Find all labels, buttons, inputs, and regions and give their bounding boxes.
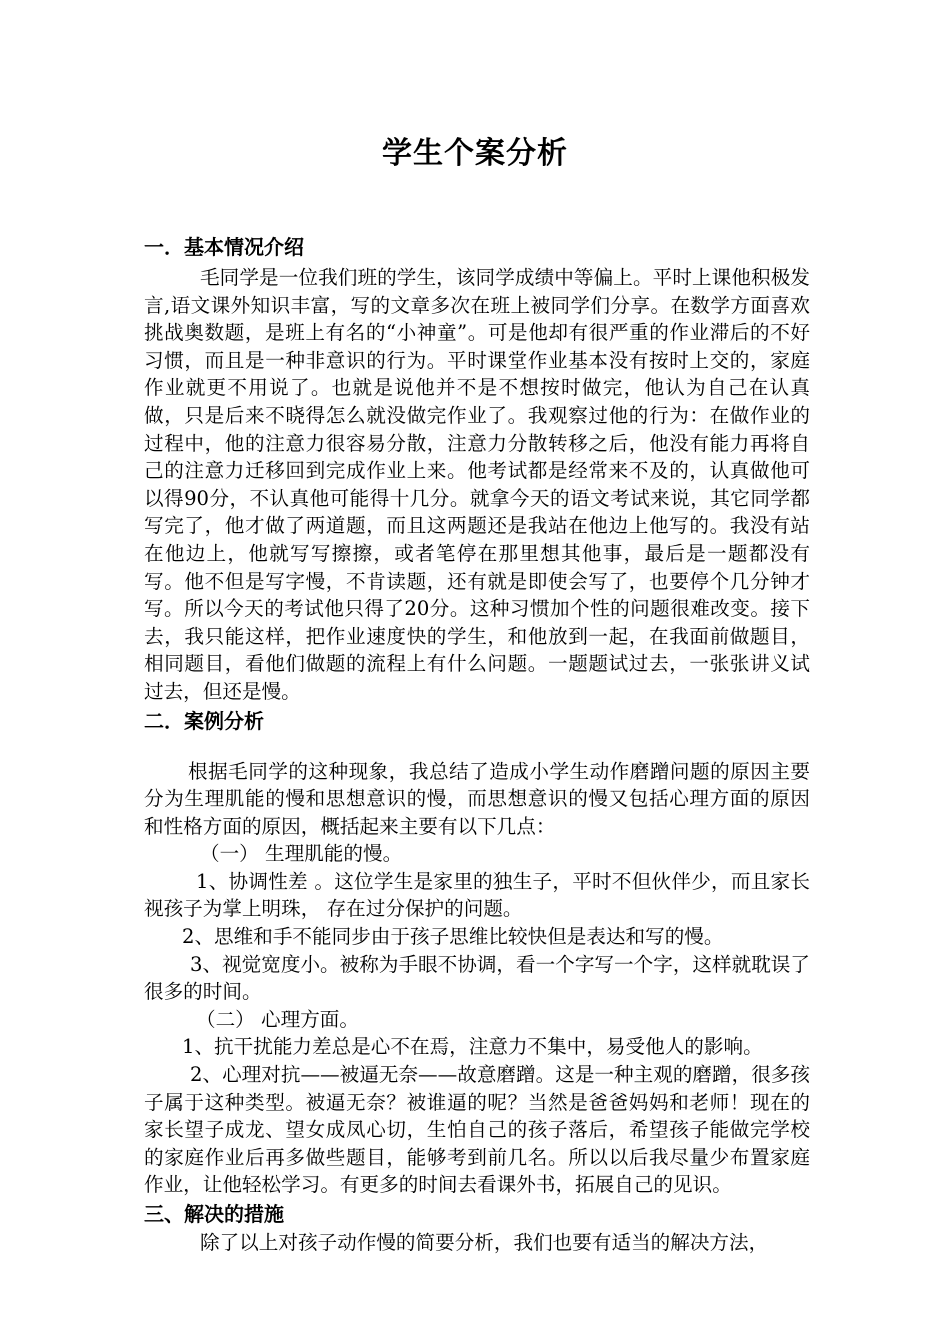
paragraph-case-analysis: 根据毛同学的这种现象，我总结了造成小学生动作磨蹭问题的原因主要分为生理肌能的慢和思想意识的慢，而思想意识的慢又包括心理方面的原因和性格方面的原因，概括起来主要有以下几点： <box>144 759 810 838</box>
list-item-coordination: 1、协调性差 。这位学生是家里的独生子，平时不但伙伴少，而且家长视孩子为掌上明珠， 存在过分保护的问题。 <box>144 869 810 921</box>
list-item-thinking-hand: 2、思维和手不能同步由于孩子思维比较快但是表达和写的慢。 <box>182 925 724 949</box>
section-heading-basic-info: 一．基本情况介绍 <box>144 235 304 259</box>
list-item-interference: 1、抗干扰能力差总是心不在焉，注意力不集中，易受他人的影响。 <box>182 1035 763 1059</box>
paragraph-basic-info: 毛同学是一位我们班的学生，该同学成绩中等偏上。平时上课他积极发言,语文课外知识丰富，写的文章多次在班上被同学们分享。在数学方面喜欢挑战奥数题，是班上有名的“小神童”。可是他却有很严重的作业滞后的不好习惯，而且是一种非意识的行为。平时课堂作业基本没有按时上交的，家庭作业就更不用说了。也就是说他并不是不想按时做完，他认为自己在认真做，只是后来不晓得怎么就没做完作业了。我观察过他的行为：在做作业的过程中，他的注意力很容易分散，注意力分散转移之后，他没有能力再将自己的注意力迁移回到完成作业上来。他考试都是经常来不及的，认真做他可以得90分，不认真他可能得十几分。就拿今天的语文考试来说，其它同学都写完了，他才做了两道题，而且这两题还是我站在他边上他写的。我没有站在他边上，他就写写擦擦，或者笔停在那里想其他事，最后是一题都没有写。他不但是写字慢，不肯读题，还有就是即使会写了，也要停个几分钟才写。所以今天的考试他只得了20分。这种习惯加个性的问题很难改变。接下去，我只能这样，把作业速度快的学生，和他放到一起，在我面前做题目，相同题目，看他们做题的流程上有什么问题。一题题试过去，一张张讲义试过去，但还是慢。 <box>144 266 810 703</box>
subheading-physiological: （一） 生理肌能的慢。 <box>200 842 403 866</box>
list-item-resistance: 2、心理对抗——被逼无奈——故意磨蹭。这是一种主观的磨蹭，很多孩子属于这种类型。被逼无奈？被谁逼的呢？当然是爸爸妈妈和老师！现在的家长望子成龙、望女成凤心切，生怕自己的孩子落后，希望孩子能做完学校的家庭作业后再多做些题目，能够考到前几名。所以以后我尽量少布置家庭作业，让他轻松学习。有更多的时间去看课外书，拓展自己的见识。 <box>144 1063 810 1197</box>
paragraph-measures: 除了以上对孩子动作慢的简要分析，我们也要有适当的解决方法， <box>200 1231 769 1254</box>
section-heading-case-analysis: 二．案例分析 <box>144 708 264 733</box>
section-heading-measures: 三、解决的措施 <box>144 1202 284 1226</box>
list-item-visual-width: 3、视觉宽度小。被称为手眼不协调，看一个字写一个字，这样就耽误了很多的时间。 <box>144 952 810 1004</box>
spacer <box>144 736 810 758</box>
document-body <box>144 232 810 1257</box>
subheading-psychological: （二） 心理方面。 <box>196 1007 359 1031</box>
page-title: 学生个案分析 <box>382 136 568 171</box>
